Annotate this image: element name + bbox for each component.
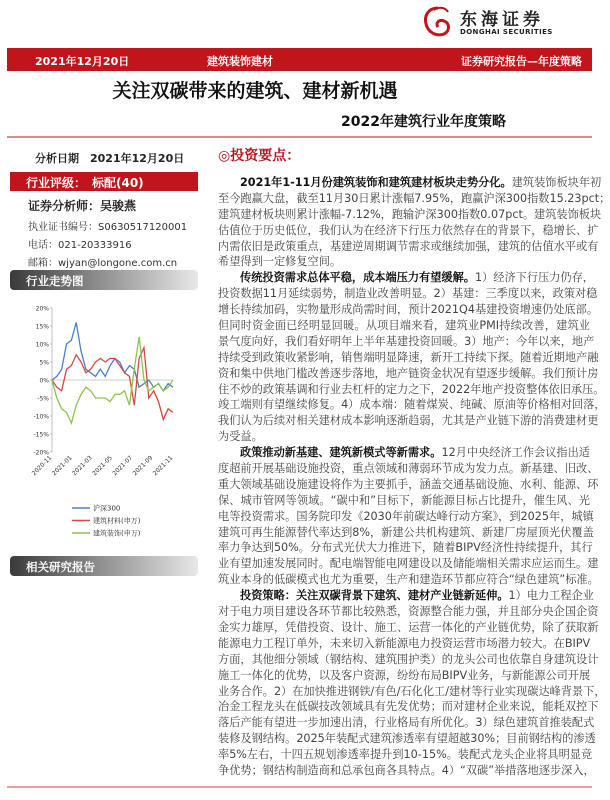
report-subtitle: 2022年建筑行业年度策略 [341, 114, 506, 130]
phone: 电话：021-20333916 [28, 240, 132, 251]
text-line [218, 286, 598, 302]
line-text: 至今跑赢大盘，截至11月30日累计涨幅7.95%，跑赢沪深300指数15.23pct； [218, 191, 610, 205]
section-heading: ◎投资要点： [218, 148, 301, 164]
series-line [52, 322, 173, 390]
line-text: 对于电力项目建设各环节都比较熟悉，资源整合能力强，并且部分央企国企资 [218, 605, 599, 619]
text-line [218, 540, 593, 556]
text-line [218, 318, 590, 334]
y-tick-label: -20% [33, 449, 49, 457]
key-points [218, 175, 610, 779]
line-text: 持续受到政策收紧影响，销售端明显降速，新开工持续下探。随着近期地产融 [218, 350, 599, 364]
line-text: 建筑建材板块则累计涨幅-7.12%，跑输沪深300指数0.07pct。建筑装饰板块 [218, 207, 602, 221]
text-line [218, 366, 599, 382]
line-text: 1）经济下行压力仍存， [474, 271, 594, 285]
text-line [218, 731, 596, 747]
logo-en: DONGHAI SECURITIES [460, 28, 553, 36]
text-line [218, 207, 602, 223]
header-bar [7, 48, 592, 71]
line-text: 施工一体化的优势，以及客户资源，纷纷布局BIPV业务，与新能源公司开展 [218, 668, 591, 682]
industry-rating: 行业评级： 标配(40) [10, 172, 198, 191]
line-text: 我们认为后续对相关建材成本影响逐渐趋弱，尤其是产业链下游的消费建材更 [218, 414, 599, 428]
text-line [218, 191, 610, 207]
text-line [218, 509, 594, 525]
line-text: 金实力雄厚，凭借投资、设计、施工、运营一体化的产业链优势，除了获取新 [218, 620, 599, 634]
report-date: 2021年12月20日 [35, 55, 130, 68]
line-text: 为受益。 [218, 430, 263, 444]
line-text: 业务合作。2）在加快推进钢铁/有色/石化化工/建材等行业实现碳达峰背景下， [218, 684, 606, 698]
line-text: 保、城市管网等领域。“碳中和”目标下，新能源目标占比提升，催生风、光 [218, 493, 590, 507]
line-text: 但同时资金面已经明显回暖。从项目端来看，建筑业PMI持续改善，建筑业 [218, 319, 590, 333]
line-text: 能源电力工程订单外，未来切入新能源电力投资运营市场潜力较大。在BIPV [218, 636, 591, 650]
text-line [218, 684, 606, 700]
line-text: 业有望加速发展同时。配电端智能电网建设以及储能端相关需求应运而生。建 [218, 557, 599, 571]
line-text: 方面，其他细分领域（钢结构、建筑围护类）的龙头公司也依靠自身建筑设计 [218, 652, 599, 666]
logo-swirl-icon [420, 4, 456, 40]
line-text: 落后产能有望进一步加速出清，行业格局有所优化。3）绿色建筑首推装配式 [218, 716, 595, 730]
footer-divider [7, 786, 592, 788]
paragraph [218, 270, 606, 445]
line-text: 竣工端则有望继续修复。4）成本端：随着煤炭、纯碱、原油等价格相对回落， [218, 398, 606, 412]
line-text: 重大领域基础设施建设将作为主要抓手，涵盖交通基础设施、水利、能源、环 [218, 477, 599, 491]
text-line [218, 747, 593, 763]
x-tick-label: 2020-11 [30, 454, 54, 478]
series-line [52, 348, 173, 420]
y-tick-label: 5% [39, 359, 49, 367]
line-text: 内需依旧是政策重点，基建逆周期调节需求或继续加强，建筑的估值水平或有 [218, 239, 599, 253]
paragraph [218, 588, 606, 779]
text-line [218, 445, 590, 461]
analyst-name: 证券分析师：吴骏燕 [28, 199, 137, 213]
line-text: 希望得到一定修复空间。 [218, 255, 342, 269]
legend-label: 沪深300 [93, 504, 121, 513]
analysis-date: 分析日期 2021年12月20日 [35, 152, 185, 165]
text-line [218, 239, 599, 255]
y-tick-label: 10% [35, 341, 49, 349]
text-line [218, 334, 595, 350]
line-text: 建筑可再生能源替代率达到8%，新建公共机构建筑、新建厂房屋顶光伏覆盖 [218, 525, 594, 539]
legend-label: 建筑材料(申万) [93, 517, 141, 525]
line-text: 增长持续加码，实物量形成尚需时间，预计2021Q4基建投资增速仍处底部。 [218, 303, 599, 317]
x-tick-label: 2021-03 [71, 454, 94, 478]
text-line [218, 604, 599, 620]
text-line [218, 763, 595, 779]
y-tick-label: 15% [35, 323, 49, 331]
text-line [218, 461, 599, 477]
paragraph-lead: 政策推动新基建、建筑新模式等新需求。 [240, 446, 442, 460]
text-line [218, 588, 594, 604]
line-text: 投资数据11月延续弱势，制造业改善明显。2）基建：三季度以来，政策对稳 [218, 287, 598, 301]
report-title: 关注双碳带来的建筑、建材新机遇 [112, 80, 398, 102]
y-tick-label: -5% [37, 395, 49, 403]
text-line [218, 572, 599, 588]
line-text: 争优势；钢结构制造商和总承包商各具特点。4）“双碳”举措落地逐步深入， [218, 763, 595, 777]
y-tick-label: -15% [33, 431, 49, 439]
y-tick-label: -10% [33, 413, 49, 421]
paragraph [218, 175, 610, 270]
y-tick-label: 20% [35, 305, 49, 313]
text-line [218, 620, 599, 636]
line-text: 资和集中供地门槛改善逐步落地，地产链资金状况有望逐步缓解。我们预计房 [218, 366, 599, 380]
logo-cn: 东海证券 [460, 10, 544, 30]
text-line [218, 270, 594, 286]
line-text: 筑业本身的低碳模式也尤为重要，生产和建造环节都应符合“绿色建筑”标准。 [218, 573, 599, 587]
cert-number: 执业证书编号：S0630517120001 [28, 222, 188, 233]
line-text: 度超前开展基础设施投资，重点领域和薄弱环节成为发力点。新基建、旧改、 [218, 462, 599, 476]
text-line [218, 382, 605, 398]
paragraph-lead: 2021年1-11月份建筑装饰和建筑建材板块走势分化。 [240, 176, 512, 189]
sector-label: 建筑装饰建材 [207, 55, 273, 68]
x-tick-label: 2021-05 [91, 454, 114, 478]
text-line [218, 636, 590, 652]
trend-chart-header: 行业走势图 [10, 270, 198, 290]
trend-chart [0, 298, 200, 548]
y-tick-label: 0% [39, 377, 49, 385]
text-line [218, 223, 599, 239]
line-text: 估值位于历史低位，我们认为在经济下行压力依然存在的背景下，稳增长、扩 [218, 223, 599, 237]
paragraph-lead: 投资策略：关注双碳背景下建筑、建材产业链新延伸。 [240, 589, 509, 603]
line-text: 住不炒的政策基调和行业去杠杆的定力之下，2022年地产投资整体依旧承压。 [218, 382, 605, 396]
text-line [218, 493, 590, 509]
line-text: 12月中央经济工作会议指出适 [441, 446, 590, 460]
donghai-logo [420, 4, 595, 40]
text-line [218, 525, 594, 541]
text-line [218, 175, 602, 191]
text-line [218, 397, 606, 413]
line-text: 建筑装饰板块年初 [511, 176, 602, 189]
email[interactable]: 邮箱：wjyan@longone.com.cn [28, 258, 178, 269]
line-text: 装修及钢结构。2025年装配式建筑渗透率有望超越30%；目前钢结构的渗透 [218, 732, 596, 746]
x-tick-label: 2021-09 [131, 454, 155, 478]
text-line [218, 413, 599, 429]
report-type: 证券研究报告—年度策略 [461, 55, 582, 68]
x-tick-label: 2021-11 [151, 454, 175, 478]
text-line [218, 652, 599, 668]
line-text: 率力争达到50%。分布式光伏大力推进下，随着BIPV经济性持续提升，其行 [218, 541, 593, 555]
text-line [218, 668, 590, 684]
line-text: 1）电力工程企业 [508, 589, 594, 603]
line-text: 冶金工程龙头在低碳技改领域具有先发优势；而对建材企业来说，能耗双控下 [218, 700, 599, 714]
text-line [218, 699, 599, 715]
text-line [218, 477, 599, 493]
paragraph [218, 445, 599, 588]
text-line [218, 254, 590, 270]
text-line [218, 715, 595, 731]
text-line [218, 556, 599, 572]
line-text: 景气度向好，我们看好明年上半年基建投资回暖。3）地产：今年以来，地产 [218, 334, 595, 348]
legend-label: 建筑装饰(申万) [93, 529, 141, 538]
x-tick-label: 2021-01 [50, 454, 74, 478]
divider [7, 136, 592, 138]
x-tick-label: 2021-07 [111, 454, 135, 478]
related-reports-header: 相关研究报告 [10, 556, 198, 576]
text-line [218, 302, 599, 318]
text-line [218, 350, 599, 366]
text-line [218, 429, 590, 445]
paragraph-lead: 传统投资需求总体平稳，成本端压力有望缓解。 [240, 271, 475, 285]
line-text: 电等投资需求。国务院印发《2030年前碳达峰行动方案》，到2025年，城镇 [218, 509, 594, 523]
line-text: 率5%左右，十四五规划渗透率提升到10-15%。装配式龙头企业将具明显竞 [218, 748, 593, 762]
main-content [218, 145, 610, 777]
